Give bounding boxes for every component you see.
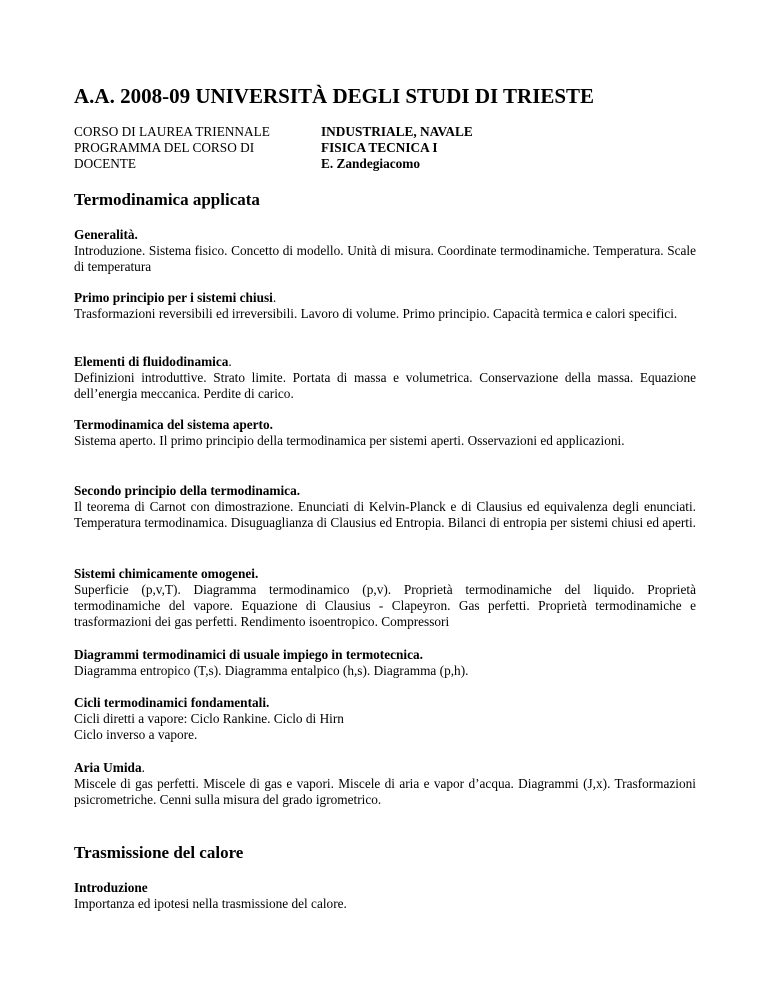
info-row-docente (74, 156, 696, 172)
block-introduzione (74, 880, 696, 912)
block-heading: Introduzione (74, 880, 148, 895)
info-value: FISICA TECNICA I (321, 140, 438, 155)
block-heading-line (74, 354, 696, 370)
info-row-programma (74, 140, 696, 156)
block-heading: Primo principio per i sistemi chiusi (74, 290, 273, 305)
info-value: INDUSTRIALE, NAVALE (321, 124, 473, 139)
block-heading: Diagrammi termodinamici di usuale impiego in termotecnica. (74, 647, 423, 662)
heading-suffix: . (141, 760, 145, 775)
block-heading: Elementi di fluidodinamica (74, 354, 229, 369)
info-label: CORSO DI LAUREA TRIENNALE (74, 124, 270, 139)
block-aria-umida (74, 760, 696, 808)
block-sistemi-omogenei (74, 566, 696, 630)
block-body: Importanza ed ipotesi nella trasmissione del calore. (74, 896, 347, 911)
block-heading-line (74, 290, 696, 306)
block-line: Ciclo inverso a vapore. (74, 727, 198, 742)
block-cicli (74, 695, 696, 743)
block-body: Definizioni introduttive. Strato limite. Portata di massa e volumetrica. Conservazione della massa. Equazione dell’energia meccanica. Perdite di carico. (74, 370, 696, 401)
block-body: Introduzione. Sistema fisico. Concetto di modello. Unità di misura. Coordinate termodinamiche. Temperatura. Scale di temperatura (74, 243, 696, 274)
block-heading: Aria Umida (74, 760, 142, 775)
block-body: Miscele di gas perfetti. Miscele di gas e vapori. Miscele di aria e vapor d’acqua. Diagrammi (J,x). Trasformazioni psicrometriche. Cenni sulla misura del grado igrometrico. (74, 776, 696, 807)
block-heading: Cicli termodinamici fondamentali. (74, 695, 270, 710)
block-body: Trasformazioni reversibili ed irreversibili. Lavoro di volume. Primo principio. Capacità termica e calori specifici. (74, 306, 678, 321)
block-heading-line (74, 760, 696, 776)
block-body: Il teorema di Carnot con dimostrazione. Enunciati di Kelvin-Planck e di Clausius ed equivalenza degli enunciati. Temperatura termodinamica. Disuguaglianza di Clausius ed Entropia. Bilanci di entropia per sistemi chiusi ed aperti. (74, 499, 696, 530)
block-primo-principio (74, 290, 696, 322)
block-heading: Sistemi chimicamente omogenei. (74, 566, 259, 581)
info-label: DOCENTE (74, 156, 137, 171)
block-fluidodinamica (74, 354, 696, 402)
block-diagrammi (74, 647, 696, 679)
block-line: Cicli diretti a vapore: Ciclo Rankine. Ciclo di Hirn (74, 711, 344, 726)
block-heading: Generalità. (74, 227, 138, 242)
block-body: Sistema aperto. Il primo principio della termodinamica per sistemi aperti. Osservazioni ed applicazioni. (74, 433, 625, 448)
block-generalita (74, 227, 696, 275)
block-sistema-aperto (74, 417, 696, 449)
section-title: Termodinamica applicata (74, 190, 260, 209)
block-heading: Secondo principio della termodinamica. (74, 483, 301, 498)
course-info (74, 124, 696, 172)
heading-suffix: . (228, 354, 232, 369)
info-label: PROGRAMMA DEL CORSO DI (74, 140, 255, 155)
section-title: Trasmissione del calore (74, 843, 244, 862)
heading-suffix: . (272, 290, 277, 305)
block-body: Superficie (p,v,T). Diagramma termodinamico (p,v). Proprietà termodinamiche del liquido. Proprietà termodinamiche del vapore. Equazione di Clausius - Clapeyron. Gas perfetti. Proprietà termodinamiche e trasformazioni dei gas perfetti. Rendimento isoentropico. Compressori (74, 582, 696, 629)
info-row-corso (74, 124, 696, 140)
block-body: Diagramma entropico (T,s). Diagramma entalpico (h,s). Diagramma (p,h). (74, 663, 469, 678)
document-title: A.A. 2008-09 UNIVERSITÀ DEGLI STUDI DI TRIESTE (74, 84, 595, 108)
info-value: E. Zandegiacomo (321, 156, 420, 171)
block-secondo-principio (74, 483, 696, 531)
block-heading: Termodinamica del sistema aperto. (74, 417, 273, 432)
